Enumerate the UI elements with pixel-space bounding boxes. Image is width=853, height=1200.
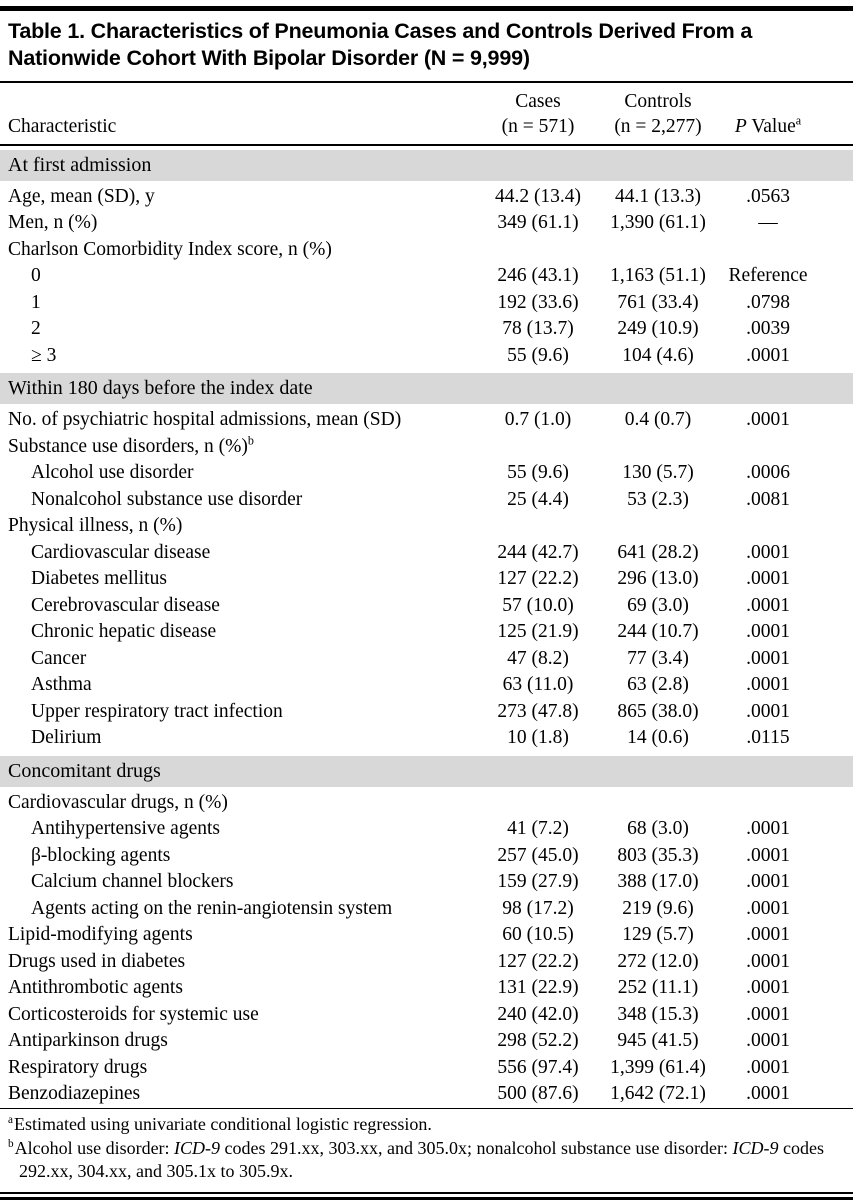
footnote-text: codes 291.xx, 303.xx, and 305.0x; nonalcohol substance use disorder: <box>220 1137 733 1158</box>
row-label: Lipid-modifying agents <box>8 924 193 945</box>
row-label: Corticosteroids for systemic use <box>8 1003 259 1025</box>
cell-p-value: .0001 <box>746 818 790 839</box>
cell-controls: 63 (2.8) <box>627 674 689 695</box>
row-label: Respiratory drugs <box>8 1056 148 1078</box>
cell-cases: 55 (9.6) <box>507 462 569 483</box>
cell-p-value <box>718 434 818 461</box>
row-label: Antihypertensive agents <box>31 818 220 839</box>
table-row <box>0 922 853 949</box>
table-row <box>0 816 853 843</box>
footnotes <box>0 1109 853 1190</box>
cell-cases: 240 (42.0) <box>497 1003 579 1025</box>
cell-controls: 272 (12.0) <box>617 950 699 972</box>
cell-p-value: .0001 <box>746 541 790 563</box>
cell-cases: 98 (17.2) <box>502 897 574 919</box>
cell-controls: 348 (15.3) <box>617 1003 699 1025</box>
cases-header-line2: (n = 571) <box>501 116 575 137</box>
cell-controls: 252 (11.1) <box>617 977 699 998</box>
cell-cases: 44.2 (13.4) <box>494 185 582 207</box>
table-row <box>0 672 853 699</box>
cell-p-value: .0001 <box>746 674 790 695</box>
footnote-text: Alcohol use disorder: <box>14 1137 175 1158</box>
footnote-text-italic: ICD-9 <box>732 1137 779 1158</box>
cell-cases: 246 (43.1) <box>497 265 579 286</box>
cell-p-value: .0001 <box>746 594 790 616</box>
row-label: Age, mean (SD), y <box>8 185 155 207</box>
cell-controls: 1,390 (61.1) <box>610 212 706 233</box>
table-row <box>0 566 853 593</box>
table-row <box>0 699 853 726</box>
row-label: Calcium channel blockers <box>31 871 234 892</box>
cell-controls: 0.4 (0.7) <box>624 409 692 430</box>
cell-cases <box>478 790 598 817</box>
cell-controls: 129 (5.7) <box>622 924 694 945</box>
controls-header-line2: (n = 2,277) <box>614 116 702 137</box>
table-body <box>0 150 853 1108</box>
cell-p-value: .0001 <box>746 871 790 892</box>
table-row <box>0 1028 853 1055</box>
cell-cases: 556 (97.4) <box>497 1056 579 1078</box>
table-row <box>0 725 853 752</box>
cell-controls: 53 (2.3) <box>627 488 689 510</box>
row-label: ≥ 3 <box>31 344 57 366</box>
table-row <box>0 513 853 540</box>
cell-controls: 388 (17.0) <box>617 871 699 892</box>
footnote-marker: a <box>8 1114 13 1126</box>
p-value-rest: Value <box>746 116 796 137</box>
cell-controls: 77 (3.4) <box>627 647 689 669</box>
cell-controls: 1,399 (61.4) <box>610 1056 706 1078</box>
cell-p-value: .0001 <box>746 1083 790 1104</box>
cell-cases: 131 (22.9) <box>497 977 579 998</box>
section-header: At first admission <box>0 150 853 181</box>
cell-p-value <box>718 513 818 540</box>
header-divider <box>0 144 853 146</box>
cell-p-value <box>718 237 818 264</box>
row-label: Cardiovascular drugs, n (%) <box>8 791 228 813</box>
cell-controls: 104 (4.6) <box>622 344 694 366</box>
cell-cases: 127 (22.2) <box>497 950 579 972</box>
cell-p-value: .0001 <box>746 621 790 642</box>
table-row <box>0 1081 853 1108</box>
table-row <box>0 460 853 487</box>
row-label: Antiparkinson drugs <box>8 1030 168 1051</box>
bottom-rule <box>0 1192 853 1200</box>
p-value-superscript: a <box>795 113 802 128</box>
cell-p-value: .0001 <box>746 1003 790 1025</box>
row-label: Cardiovascular disease <box>31 541 211 563</box>
cell-p-value: .0001 <box>746 1030 790 1051</box>
cell-p-value: .0001 <box>746 409 790 430</box>
cell-p-value: .0001 <box>746 700 790 722</box>
cell-cases: 47 (8.2) <box>507 647 569 669</box>
cell-controls: 803 (35.3) <box>617 844 699 866</box>
table-row <box>0 540 853 567</box>
column-headers <box>0 83 853 144</box>
cell-controls <box>598 790 718 817</box>
cell-p-value: .0001 <box>746 977 790 998</box>
table-row <box>0 949 853 976</box>
cell-cases: 159 (27.9) <box>497 871 579 892</box>
table-row <box>0 184 853 211</box>
column-header-controls <box>598 89 718 139</box>
cell-controls: 1,642 (72.1) <box>610 1083 706 1104</box>
cell-controls: 641 (28.2) <box>617 541 699 563</box>
cell-cases: 0.7 (1.0) <box>504 409 572 430</box>
controls-header-line1: Controls <box>624 91 692 112</box>
footnote-a <box>0 1113 841 1137</box>
cell-p-value: .0001 <box>746 924 790 945</box>
cell-cases: 244 (42.7) <box>497 541 579 563</box>
row-label: Delirium <box>31 727 102 748</box>
footnote-text: codes 292.xx, 304.xx, and 305.1x to 305.9x. <box>19 1137 824 1181</box>
table-title: Table 1. Characteristics of Pneumonia Cases and Controls Derived From a Nationwide Cohort With Bipolar Disorder (N = 9,999) <box>8 19 753 70</box>
row-label: 1 <box>31 291 41 313</box>
table-row <box>0 619 853 646</box>
cell-controls: 1,163 (51.1) <box>610 265 706 286</box>
row-label: Agents acting on the renin-angiotensin system <box>31 897 393 919</box>
cell-controls <box>598 434 718 461</box>
cell-controls: 44.1 (13.3) <box>614 185 702 207</box>
row-label: Cerebrovascular disease <box>31 594 220 616</box>
table-row <box>0 975 853 1002</box>
table-row <box>0 487 853 514</box>
cell-p-value: .0001 <box>746 950 790 972</box>
cell-p-value: .0081 <box>746 488 790 510</box>
row-label: β-blocking agents <box>31 844 171 866</box>
row-label: 0 <box>31 265 41 286</box>
cell-controls: 296 (13.0) <box>617 568 699 589</box>
cell-cases: 25 (4.4) <box>507 488 569 510</box>
table-row <box>0 290 853 317</box>
cell-p-value: .0001 <box>746 897 790 919</box>
table-row <box>0 790 853 817</box>
table-row <box>0 237 853 264</box>
table-row <box>0 434 853 461</box>
column-header-cases <box>478 89 598 139</box>
footnote-b <box>0 1137 841 1184</box>
table-row <box>0 646 853 673</box>
cell-cases: 57 (10.0) <box>502 594 574 616</box>
table-row <box>0 1055 853 1082</box>
row-label: Cancer <box>31 647 87 669</box>
row-label: Nonalcohol substance use disorder <box>31 488 303 510</box>
cell-controls: 865 (38.0) <box>617 700 699 722</box>
cell-cases: 192 (33.6) <box>497 291 579 313</box>
cell-cases: 273 (47.8) <box>497 700 579 722</box>
table-row <box>0 210 853 237</box>
footnote-text: Estimated using univariate conditional logistic regression. <box>13 1114 432 1134</box>
cell-p-value: .0001 <box>746 844 790 866</box>
cell-cases: 349 (61.1) <box>497 212 579 233</box>
table-row <box>0 343 853 370</box>
row-label: Substance use disorders, n (%)$^b$ <box>8 433 254 457</box>
cell-cases: 10 (1.8) <box>507 727 569 748</box>
row-label: Antithrombotic agents <box>8 977 183 998</box>
cell-cases: 78 (13.7) <box>502 318 574 339</box>
cell-cases: 63 (11.0) <box>502 674 574 695</box>
row-label: Diabetes mellitus <box>31 568 167 589</box>
cell-controls <box>598 513 718 540</box>
cell-controls: 14 (0.6) <box>627 727 689 748</box>
table-row <box>0 407 853 434</box>
row-label: Benzodiazepines <box>8 1083 141 1104</box>
row-label: 2 <box>31 318 41 339</box>
cell-p-value: .0798 <box>746 291 790 313</box>
cases-header-line1: Cases <box>515 91 561 112</box>
cell-cases <box>478 434 598 461</box>
table-row <box>0 1002 853 1029</box>
cell-controls: 244 (10.7) <box>617 621 699 642</box>
row-label: Physical illness, n (%) <box>8 515 183 536</box>
section-header: Concomitant drugs <box>0 756 853 787</box>
cell-cases: 55 (9.6) <box>507 344 569 366</box>
footnote-text-italic: ICD-9 <box>174 1137 221 1158</box>
row-label: Charlson Comorbidity Index score, n (%) <box>8 238 332 260</box>
cell-cases: 60 (10.5) <box>502 924 574 945</box>
row-label: Asthma <box>31 674 92 695</box>
cell-cases: 500 (87.6) <box>497 1083 579 1104</box>
cell-controls: 68 (3.0) <box>627 818 689 839</box>
cell-cases <box>478 237 598 264</box>
cell-p-value: .0001 <box>746 344 790 366</box>
footnote-marker: b <box>247 433 254 447</box>
row-label: Men, n (%) <box>8 212 98 233</box>
row-label: Chronic hepatic disease <box>31 621 217 642</box>
cell-cases: 125 (21.9) <box>497 621 579 642</box>
cell-cases: 127 (22.2) <box>497 568 579 589</box>
cell-cases: 298 (52.2) <box>497 1030 579 1051</box>
cell-p-value: .0001 <box>746 647 790 669</box>
table-row <box>0 869 853 896</box>
cell-controls: 945 (41.5) <box>617 1030 699 1051</box>
cell-controls: 69 (3.0) <box>627 594 689 616</box>
cell-cases: 41 (7.2) <box>507 818 569 839</box>
p-value-italic: P <box>734 116 747 137</box>
cell-controls: 130 (5.7) <box>622 462 694 483</box>
cell-p-value: .0001 <box>746 1056 790 1078</box>
cell-controls: 761 (33.4) <box>617 291 699 313</box>
cell-p-value: Reference <box>728 265 808 286</box>
cell-cases <box>478 513 598 540</box>
cell-p-value: .0006 <box>746 462 790 483</box>
row-label: Upper respiratory tract infection <box>31 700 283 722</box>
cell-controls: 219 (9.6) <box>622 897 694 919</box>
column-header-characteristic: Characteristic <box>8 116 117 137</box>
section-header: Within 180 days before the index date <box>0 373 853 404</box>
cell-controls <box>598 237 718 264</box>
cell-p-value: .0115 <box>746 727 790 748</box>
row-label: No. of psychiatric hospital admissions, mean (SD) <box>8 409 402 430</box>
row-label: Alcohol use disorder <box>31 462 194 483</box>
table-row <box>0 316 853 343</box>
cell-controls: 249 (10.9) <box>617 318 699 339</box>
cell-p-value: — <box>758 212 778 233</box>
cell-cases: 257 (45.0) <box>497 844 579 866</box>
cell-p-value: .0039 <box>746 318 790 339</box>
cell-p-value: .0001 <box>746 568 790 589</box>
table-row <box>0 263 853 290</box>
table-row <box>0 843 853 870</box>
row-label: Drugs used in diabetes <box>8 950 186 972</box>
cell-p-value: .0563 <box>746 185 790 207</box>
footnote-marker: b <box>8 1137 14 1150</box>
column-header-p-value <box>718 114 818 139</box>
table-row <box>0 896 853 923</box>
cell-p-value <box>718 790 818 817</box>
table-row <box>0 593 853 620</box>
